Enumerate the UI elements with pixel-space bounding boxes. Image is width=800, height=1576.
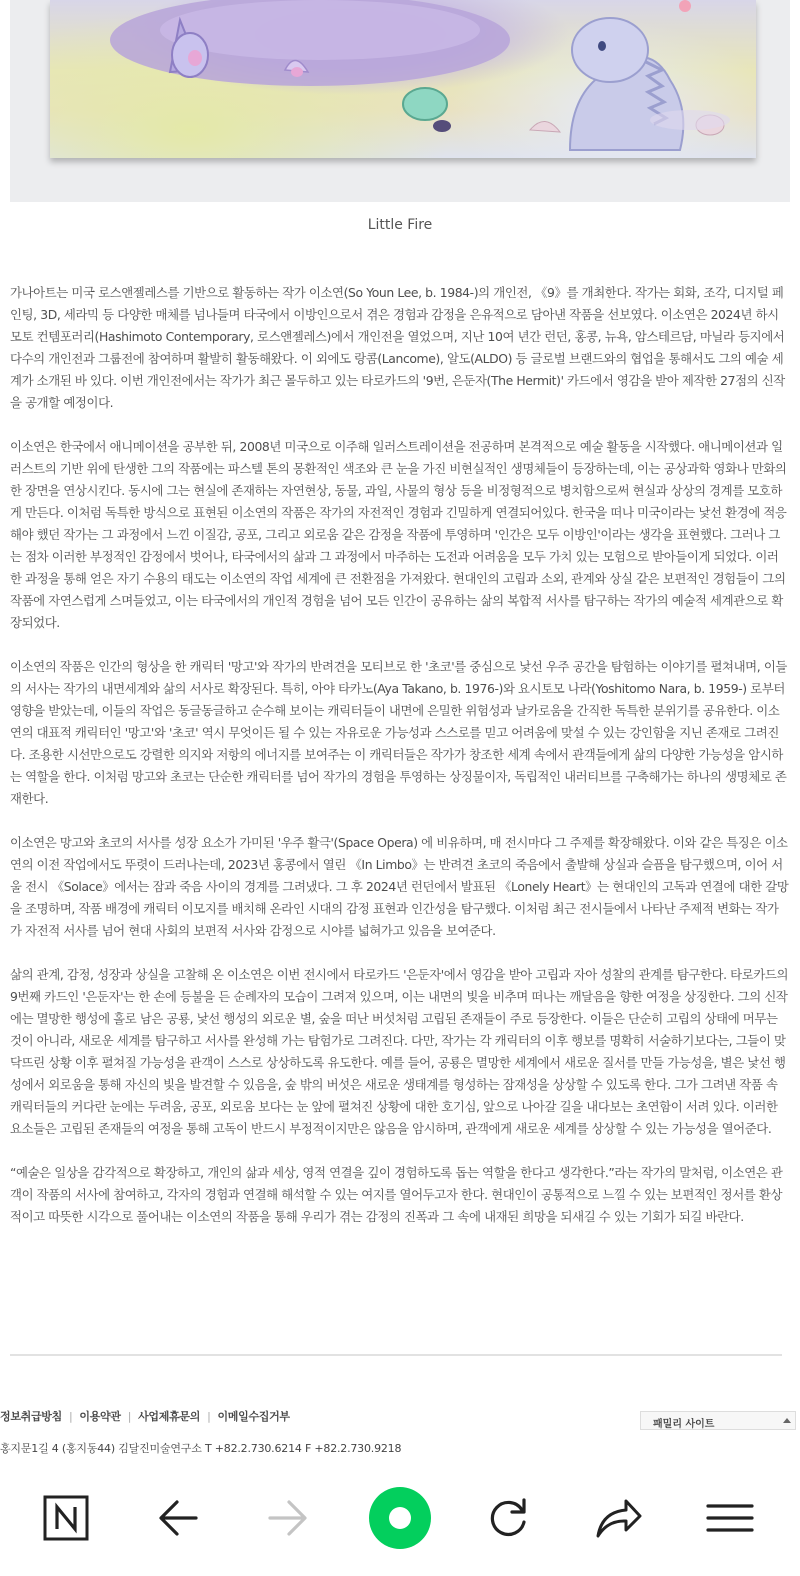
forward-arrow-icon [258,1488,318,1548]
refresh-icon [478,1488,538,1548]
family-site-label: 패밀리 사이트 [653,1419,715,1430]
article-paragraph: 가나아트는 미국 로스앤젤레스를 기반으로 활동하는 작가 이소연(So Youn Lee, b. 1984-)의 개인전, 《9》를 개최한다. 작가는 회화, 조각, 디지털 페인팅, 3D, 세라믹 등 다양한 매체를 넘나들며 타국에서 이방인으로서 겪은 경험과 감정을 은유적으로 담아낸 작품을 선보였다. 이소연은 2024년 하시모토 컨템포러리(Hashimoto Contemporary, 로스앤젤레스)에서 개인전을 열었으며, 지난 10여 년간 런던, 홍콩, 뉴욕, 암스테르담, 마닐라 등지에서 다수의 개인전과 그룹전에 참여하며 활발히 활동해왔다. 이 외에도 랑콤(Lancome), 알도(ALDO) 등 글로벌 브랜드와의 협업을 통해서도 그의 예술 세계가 소개된 바 있다. 이번 개인전에서는 작가가 최근 몰두하고 있는 타로카드의 '9번, 은둔자(The Hermit)' 카드에서 영감을 받아 제작한 27점의 신작을 공개할 예정이다. [10,285,785,410]
naver-n-button[interactable] [36,1488,96,1548]
footer-link-privacy[interactable]: 정보취급방침 [0,1410,62,1423]
back-button[interactable] [148,1488,208,1548]
menu-icon [700,1488,760,1548]
footer-link-partnership[interactable]: 사업제휴문의 [138,1410,201,1423]
footer-address: 홍지문1길 4 (홍지동44) 김달진미술연구소 T +82.2.730.6214 F +82.2.730.9218 [0,1442,402,1455]
article-paragraph: 이소연은 한국에서 애니메이션을 공부한 뒤, 2008년 미국으로 이주해 일러스트레이션을 전공하며 본격적으로 예술 활동을 시작했다. 애니메이션과 일러스트의 기반 위에 탄생한 그의 작품에는 파스텔 톤의 몽환적인 색조와 큰 눈을 가진 비현실적인 생명체들이 등장하는데, 이는 공상과학 영화나 만화의 한 장면을 연상시킨다. 동시에 그는 현실에 존재하는 자연현상, 동물, 과일, 사물의 형상 등을 비정형적으로 병치함으로써 현실과 상상의 경계를 모호하게 만든다. 이처럼 독특한 방식으로 표현된 이소연의 작품은 작가의 자전적인 경험과 긴밀하게 연결되어있다. 한국을 떠나 미국이라는 낯선 환경에 적응해야 했던 작가는 그 과정에서 느낀 이질감, 공포, 그리고 외로움 같은 감정을 작품에 투영하며 '인간은 모두 이방인'이라는 생각을 표현했다. 그러나 그는 점차 이러한 부정적인 감정에서 벗어나, 타국에서의 삶과 그 과정에서 마주하는 도전과 어려움을 모두 가치 있는 모험으로 받아들이게 되었다. 이러한 과정을 통해 얻은 자기 수용의 태도는 이소연의 작업 세계에 큰 전환점을 가져왔다. 현대인의 고립과 소외, 관계와 상실 같은 보편적인 경험들이 그의 작품에 자연스럽게 스며들었고, 이는 타국에서의 개인적 경험을 넘어 모든 인간이 공유하는 삶의 복합적 서사를 탐구하는 작가의 예술적 세계관으로 확장되었다. [10,439,787,630]
family-site-select[interactable] [640,1411,796,1430]
browser-bottom-bar [0,1474,800,1576]
article-paragraph: 이소연의 작품은 인간의 형상을 한 캐릭터 '망고'와 작가의 반려견을 모티브로 한 '초코'를 중심으로 낯선 우주 공간을 탐험하는 이야기를 펼쳐내며, 이들의 서사는 작가의 내면세계와 삶의 서사로 확장된다. 특히, 아야 타카노(Aya Takano, b. 1976-)와 요시토모 나라(Yoshitomo Nara, b. 1959-) 로부터 영향을 받았는데, 이들의 작업은 동글동글하고 순수해 보이는 캐릭터들이 내면에 은밀한 위험성과 날카로움을 간직한 독특한 분위기를 공유한다. 이소연의 대표적 캐릭터인 '망고'와 '초코' 역시 무엇이든 될 수 있는 자유로운 가능성과 스스로를 믿고 어려움에 맞설 수 있는 강인함을 지닌 존재로 그려진다. 조용한 시선만으로도 강렬한 의지와 저항의 에너지를 보여주는 이 캐릭터들은 작가가 창조한 세계 속에서 관객들에게 삶의 다양한 가능성을 암시하는 역할을 한다. 이처럼 망고와 초코는 단순한 캐릭터를 넘어 작가의 경험을 투영하는 상징물이자, 독립적인 내러티브를 구축해가는 하나의 생명체로 존재한다. [10,659,787,806]
artwork-frame [10,0,790,202]
article-paragraph: 삶의 관계, 감정, 성장과 상실을 고찰해 온 이소연은 이번 전시에서 타로카드 '은둔자'에서 영감을 받아 고립과 자아 성찰의 관계를 탐구한다. 타로카드의 9번째 카드인 '은둔자'는 한 손에 등불을 든 순례자의 모습이 그려져 있으며, 이는 내면의 빛을 비추며 떠나는 깨달음을 향한 여정을 상징한다. 그의 신작에는 멸망한 행성에 홀로 남은 공룡, 낯선 행성의 외로운 별, 숲을 떠난 버섯처럼 고립된 존재들이 주로 등장한다. 이들은 단순히 고립의 상태에 머무는 것이 아니라, 새로운 세계를 탐구하고 서사를 완성해 가는 탐험가로 그려진다. 다만, 작가는 각 캐릭터의 이후 행보를 명확히 서술하기보다는, 그들이 맞닥뜨린 상황 이후 펼쳐질 가능성을 관객이 스스로 상상하도록 유도한다. 예를 들어, 공룡은 멸망한 세계에서 새로운 질서를 만들 가능성을, 별은 낯선 행성에서 외로움을 통해 자신의 빛을 발견할 수 있음을, 숲 밖의 버섯은 새로운 생태계를 형성하는 잠재성을 상상할 수 있도록 한다. 그가 그려낸 작품 속 캐릭터들의 커다란 눈에는 두려움, 공포, 외로움 보다는 눈 앞에 펼쳐진 상황에 대한 호기심, 앞으로 나아갈 길을 내다보는 초연함이 서려 있다. 이러한 요소들은 고립된 존재들의 여정을 통해 고독이 반드시 부정적이지만은 않음을 암시하며, 관객에게 새로운 세계를 상상할 수 있는 가능성을 열어준다. [10,967,789,1136]
home-button[interactable] [368,1486,432,1550]
footer-separator: | [127,1410,132,1423]
footer-link-terms[interactable]: 이용약관 [79,1410,121,1423]
forward-button[interactable] [258,1488,318,1548]
footer-divider [10,1354,782,1356]
artwork-image[interactable] [50,0,756,158]
article-body [10,282,790,1250]
article-paragraph: “예술은 일상을 감각적으로 확장하고, 개인의 삶과 세상, 영적 연결을 깊이 경험하도록 돕는 역할을 한다고 생각한다.”라는 작가의 말처럼, 이소연은 관객이 작품의 서사에 참여하고, 각자의 경험과 연결해 해석할 수 있는 여지를 열어두고자 한다. 현대인이 공통적으로 느낄 수 있는 보편적인 정서를 환상적이고 따뜻한 시각으로 풀어내는 이소연의 작품을 통해 우리가 겪는 감정의 진폭과 그 속에 내재된 희망을 되새길 수 있는 기회가 되길 바란다. [10,1165,783,1224]
footer-link-email-refusal[interactable]: 이메일수집거부 [217,1410,290,1423]
footer-separator: | [207,1410,211,1423]
naver-n-icon [36,1488,96,1548]
artwork-painting [50,0,756,158]
article-paragraph: 이소연은 망고와 초코의 서사를 성장 요소가 가미된 '우주 활극'(Space Opera) 에 비유하며, 매 전시마다 그 주제를 확장해왔다. 이와 같은 특징은 이소연의 이전 작업에서도 뚜렷이 드러나는데, 2023년 홍콩에서 열린 《In Limbo》는 반려견 초코의 죽음에서 출발해 상실과 슬픔을 탐구했으며, 이어 서울 전시 《Solace》에서는 잠과 죽음 사이의 경계를 그려냈다. 그 후 2024년 런던에서 발표된 《Lonely Heart》는 현대인의 고독과 연결에 대한 갈망을 조명하며, 작품 배경에 캐릭터 이모지를 배치해 온라인 시대의 감정 표현과 인간성을 탐구했다. 이처럼 최근 전시들에서 나타난 주제적 변화는 작가가 자전적 서사를 넘어 현대 사회의 보편적 서사와 감정으로 시야를 넓혀가고 있음을 보여준다. [10,835,789,938]
menu-button[interactable] [700,1488,760,1548]
dropdown-arrow-icon [783,1418,791,1423]
back-arrow-icon [148,1488,208,1548]
share-icon [588,1488,648,1548]
green-home-icon [368,1486,432,1550]
share-button[interactable] [588,1488,648,1548]
footer-separator: | [68,1410,73,1423]
artwork-caption: Little Fire [367,217,433,233]
refresh-button[interactable] [478,1488,538,1548]
footer-links [0,1408,290,1424]
